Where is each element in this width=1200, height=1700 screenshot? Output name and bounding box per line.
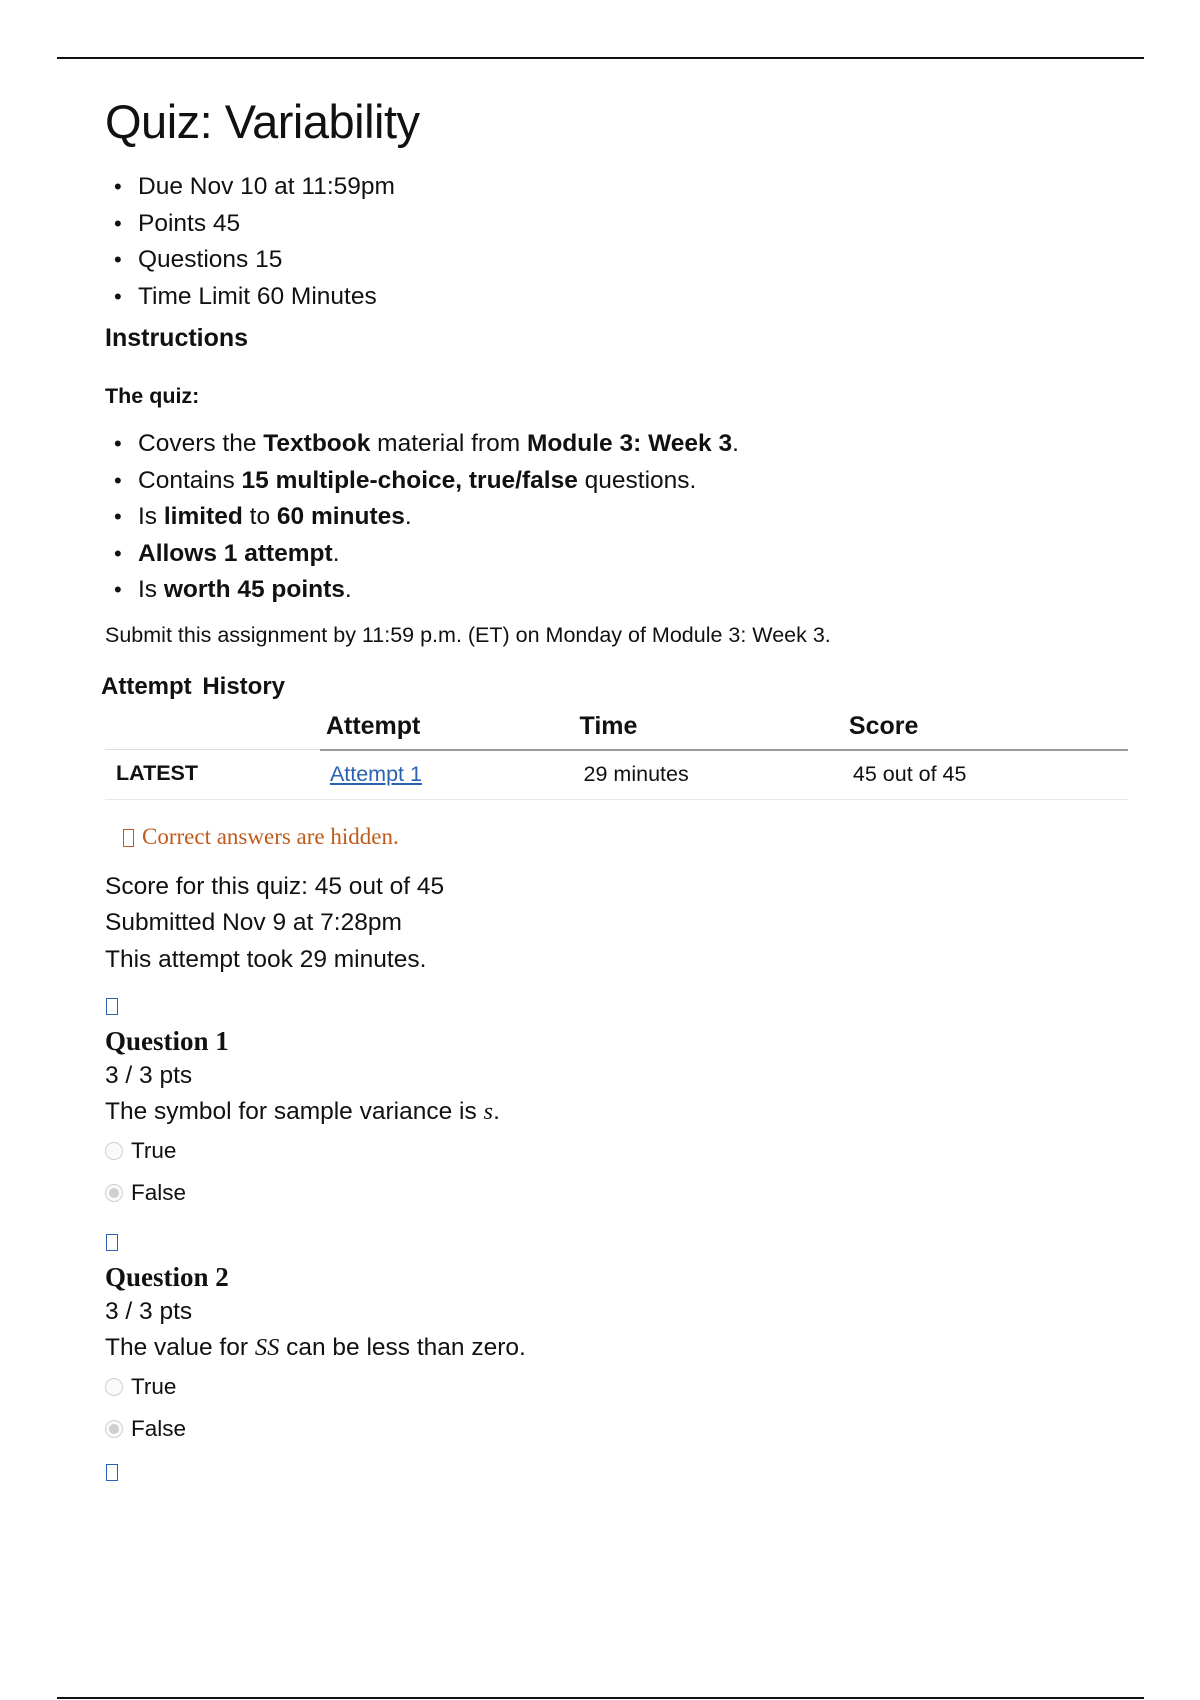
flag-question-icon[interactable] [106, 1464, 118, 1481]
instructions-heading: Instructions [105, 324, 249, 353]
column-header-score: Score [843, 712, 1128, 750]
question-1 [105, 998, 1135, 1214]
correct-answers-hidden-notice [123, 823, 1135, 851]
submitted-time: Submitted Nov 9 at 7:28pm [105, 909, 402, 937]
question-points: 3 / 3 pts [105, 1298, 193, 1326]
meta-questions: • Questions 15 [138, 242, 1135, 279]
radio-false-selected[interactable] [105, 1420, 123, 1438]
meta-due: • Due Nov 10 at 11:59pm [138, 169, 1135, 206]
flag-question-icon[interactable] [106, 998, 118, 1015]
quiz-page [101, 95, 1135, 1486]
instruction-item: • Covers the Textbook material from Module 3: Week 3. [138, 426, 1135, 463]
question-title: Question 1 [105, 1026, 229, 1057]
column-header-blank [105, 712, 320, 750]
table-row [105, 750, 1128, 800]
quiz-summary [105, 869, 1135, 979]
time-cell: 29 minutes [574, 750, 843, 800]
question-text: The value for SS can be less than zero. [105, 1334, 526, 1362]
column-header-attempt: Attempt [320, 712, 574, 750]
page-title: Quiz: Variability [105, 95, 420, 148]
attempt-duration: This attempt took 29 minutes. [105, 945, 427, 973]
answer-label: False [131, 1180, 187, 1206]
question-points: 3 / 3 pts [105, 1062, 193, 1090]
question-3-flag [105, 1464, 1135, 1486]
notice-icon [123, 829, 134, 847]
instruction-item: • Allows 1 attempt. [138, 536, 1135, 573]
answer-option-true[interactable] [105, 1130, 1135, 1172]
bottom-rule [57, 1697, 1144, 1699]
radio-true[interactable] [105, 1142, 123, 1160]
instruction-item: • Is limited to 60 minutes. [138, 499, 1135, 536]
answer-label: True [131, 1374, 177, 1400]
attempt-1-link[interactable]: Attempt 1 [329, 761, 422, 786]
meta-time-limit: • Time Limit 60 Minutes [138, 279, 1135, 316]
quiz-score: Score for this quiz: 45 out of 45 [105, 872, 445, 900]
question-title: Question 2 [105, 1262, 229, 1293]
notice-text: Correct answers are hidden. [142, 823, 399, 849]
column-header-time: Time [574, 712, 843, 750]
meta-points: • Points 45 [138, 206, 1135, 243]
radio-true[interactable] [105, 1378, 123, 1396]
instruction-item: • Is worth 45 points. [138, 572, 1135, 609]
attempt-history-table [105, 712, 1128, 800]
answer-label: False [131, 1416, 187, 1442]
instruction-item: • Contains 15 multiple-choice, true/false questions. [138, 463, 1135, 500]
quiz-label: The quiz: [105, 384, 200, 409]
submit-note: Submit this assignment by 11:59 p.m. (ET) on Monday of Module 3: Week 3. [105, 622, 831, 647]
quiz-meta-list [105, 169, 1135, 315]
flag-question-icon[interactable] [106, 1234, 118, 1251]
radio-false-selected[interactable] [105, 1184, 123, 1202]
latest-tag: LATEST [105, 750, 320, 800]
answer-option-true[interactable] [105, 1366, 1135, 1408]
answer-option-false[interactable] [105, 1408, 1135, 1450]
instructions-list [105, 426, 1135, 609]
question-2 [105, 1234, 1135, 1450]
answer-label: True [131, 1138, 177, 1164]
top-rule [57, 57, 1144, 59]
attempt-history-heading: Attempt History [101, 672, 286, 700]
answer-option-false[interactable] [105, 1172, 1135, 1214]
attempt-cell [320, 750, 574, 800]
question-text: The symbol for sample variance is s. [105, 1098, 500, 1126]
score-cell: 45 out of 45 [843, 750, 1128, 800]
